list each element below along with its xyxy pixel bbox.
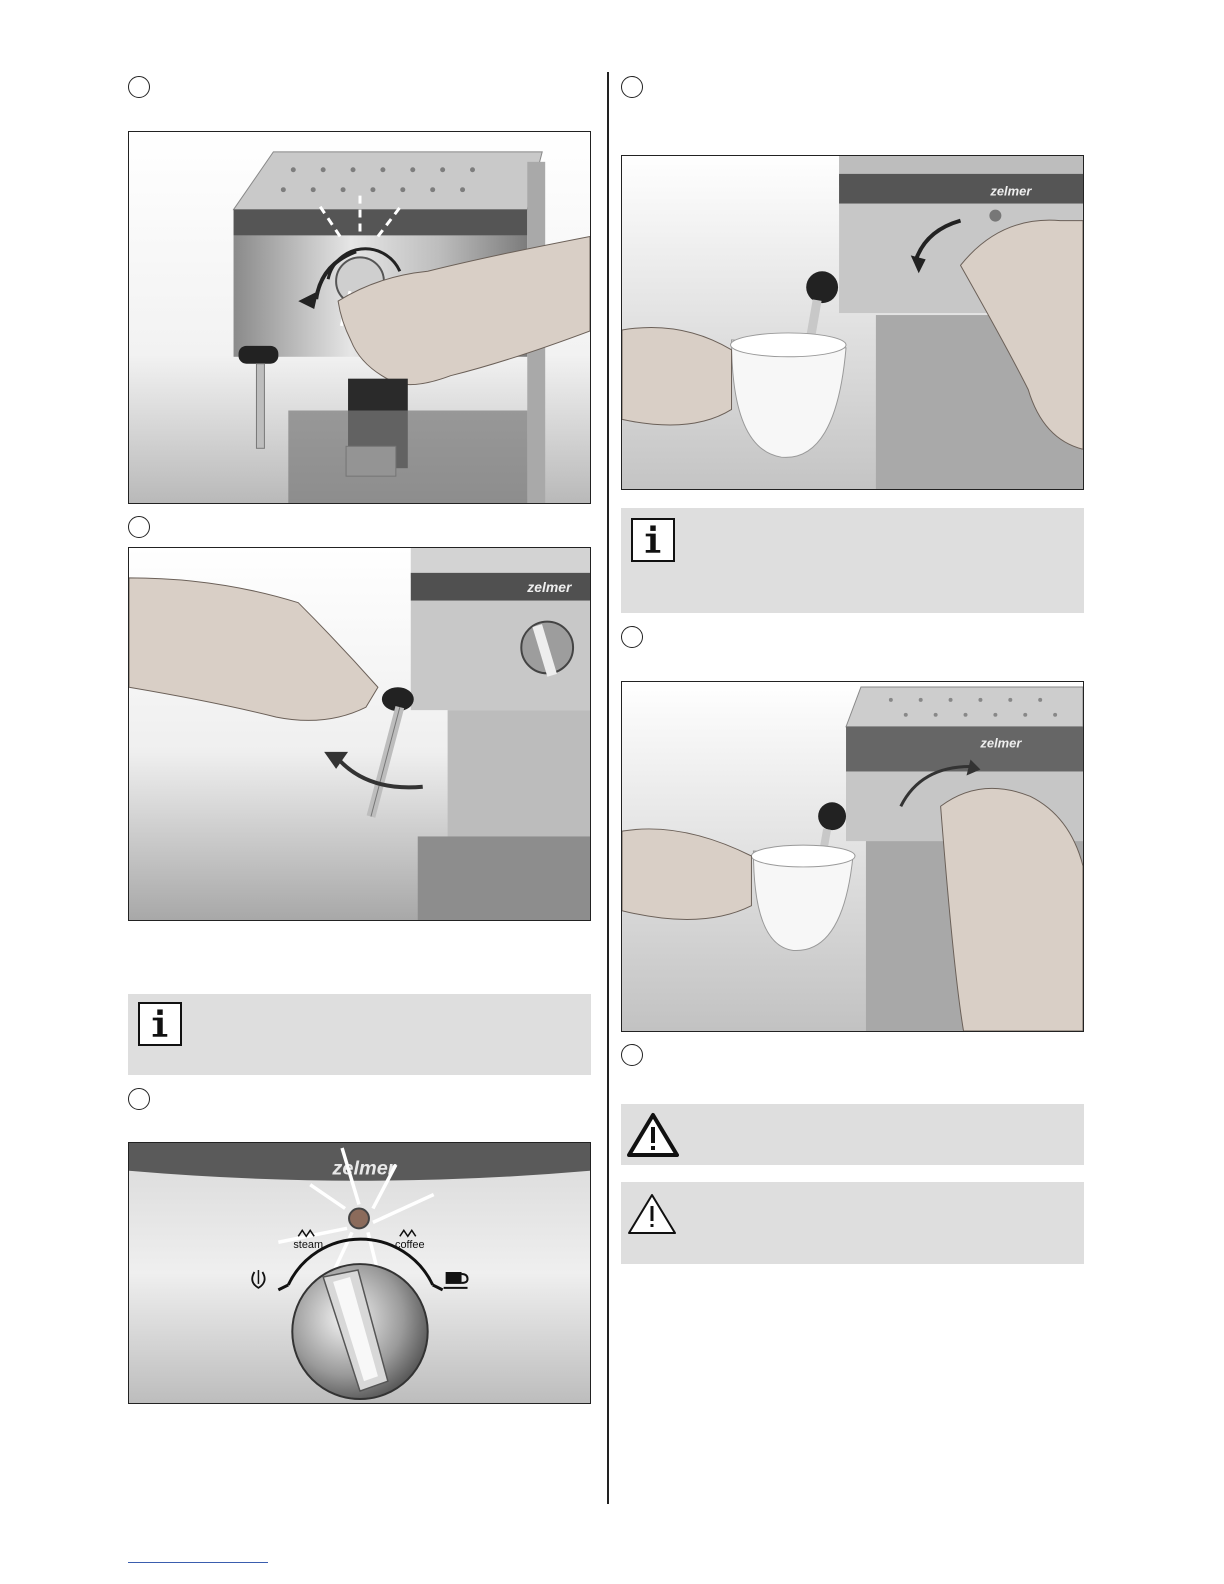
info-icon	[138, 1002, 182, 1046]
figure-dial-return	[621, 681, 1084, 1032]
step-marker-4	[621, 76, 643, 98]
logo-text: zelmer	[527, 578, 572, 595]
figure-dial-turn-left	[128, 131, 591, 504]
step-marker-5	[621, 626, 643, 648]
step-marker-2	[128, 516, 150, 538]
footer-rule	[128, 1562, 268, 1563]
step-marker-3	[128, 1088, 150, 1110]
figure-steam-nozzle-swing	[128, 547, 591, 921]
logo-text: zelmer	[990, 183, 1032, 199]
warning-note-2	[621, 1182, 1084, 1264]
figure-steam-milk-cup	[621, 155, 1084, 490]
step-marker-6	[621, 1044, 643, 1066]
column-divider	[607, 72, 609, 1504]
warning-note-1	[621, 1104, 1084, 1165]
logo-text: zelmer	[980, 735, 1022, 751]
logo-text: zelmer	[332, 1157, 396, 1180]
step-marker-1	[128, 76, 150, 98]
figure-control-panel-closeup	[128, 1142, 591, 1404]
info-note-left	[128, 994, 591, 1075]
warning-triangle-icon	[627, 1112, 679, 1158]
coffee-label: coffee	[394, 1239, 425, 1252]
info-icon	[631, 518, 675, 562]
warning-triangle-icon	[627, 1192, 677, 1236]
info-note-right	[621, 508, 1084, 613]
steam-label: steam	[293, 1239, 324, 1252]
